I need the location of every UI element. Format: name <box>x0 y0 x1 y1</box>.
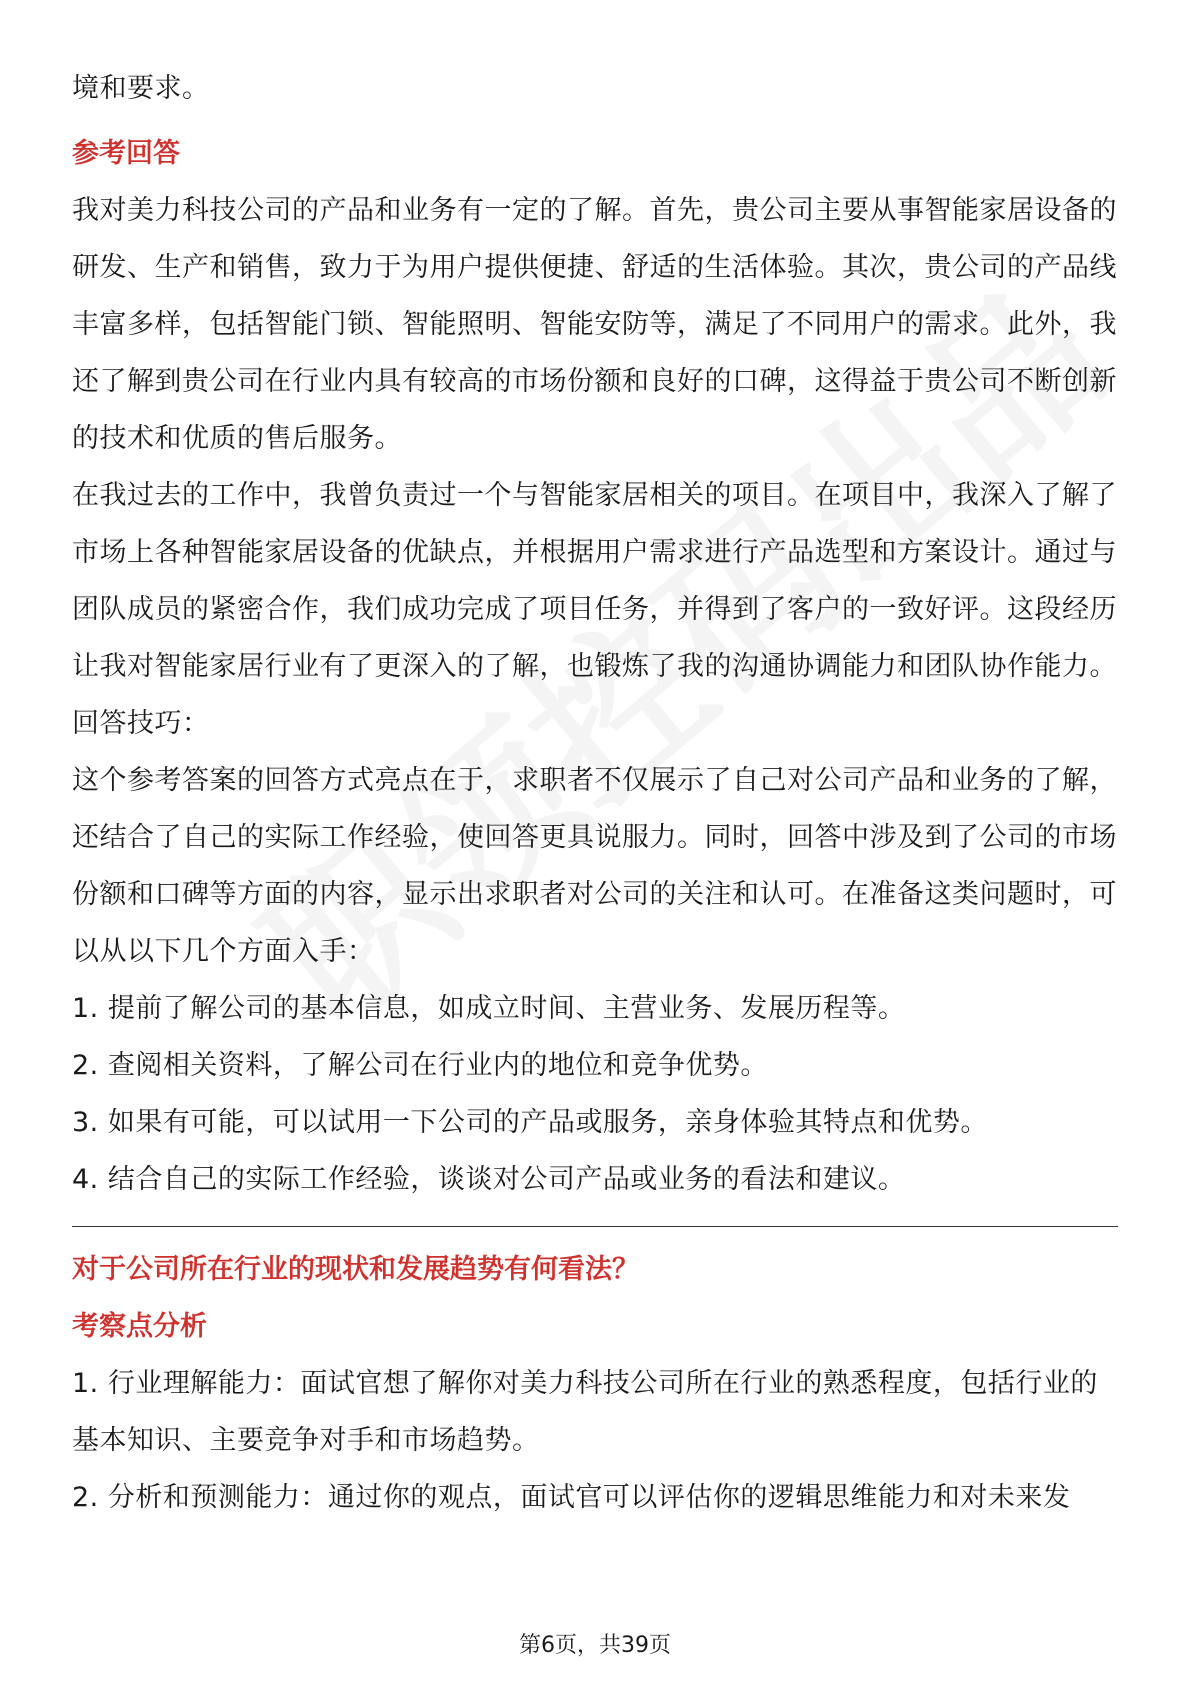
tips-label: 回答技巧： <box>72 708 210 739</box>
answer-heading: 参考回答 <box>72 138 180 169</box>
analysis-item: 1. 行业理解能力：面试官想了解你对美力科技公司所在行业的熟悉程度，包括行业的基本知识、主要竞争对手和市场趋势。 <box>72 1368 1098 1456</box>
tips-list-item: 3. 如果有可能，可以试用一下公司的产品或服务，亲身体验其特点和优势。 <box>72 1107 988 1138</box>
answer-paragraph-2: 在我过去的工作中，我曾负责过一个与智能家居相关的项目。在项目中，我深入了解了市场上各种智能家居设备的优缺点，并根据用户需求进行产品选型和方案设计。通过与团队成员的紧密合作，我们成功完成了项目任务，并得到了客户的一致好评。这段经历让我对智能家居行业有了更深入的了解，也锻炼了我的沟通协调能力和团队协作能力。 <box>72 480 1117 682</box>
tips-list-item: 4. 结合自己的实际工作经验，谈谈对公司产品或业务的看法和建议。 <box>72 1164 906 1195</box>
tips-paragraph: 这个参考答案的回答方式亮点在于，求职者不仅展示了自己对公司产品和业务的了解，还结合了自己的实际工作经验，使回答更具说服力。同时，回答中涉及到了公司的市场份额和口碑等方面的内容，显示出求职者对公司的关注和认可。在准备这类问题时，可以从以下几个方面入手： <box>72 765 1117 967</box>
question-heading: 对于公司所在行业的现状和发展趋势有何看法？ <box>72 1254 639 1285</box>
page-footer: 第6页，共39页 <box>519 1633 671 1658</box>
answer-paragraph-1: 我对美力科技公司的产品和业务有一定的了解。首先，贵公司主要从事智能家居设备的研发、生产和销售，致力于为用户提供便捷、舒适的生活体验。其次，贵公司的产品线丰富多样，包括智能门锁、智能照明、智能安防等，满足了不同用户的需求。此外，我还了解到贵公司在行业内具有较高的市场份额和良好的口碑，这得益于贵公司不断创新的技术和优质的售后服务。 <box>72 195 1117 454</box>
analysis-heading: 考察点分析 <box>72 1311 207 1342</box>
document-page <box>72 60 1118 1526</box>
tips-list-item: 2. 查阅相关资料，了解公司在行业内的地位和竞争优势。 <box>72 1050 768 1081</box>
continuation-text: 境和要求。 <box>72 73 210 104</box>
tips-list-item: 1. 提前了解公司的基本信息，如成立时间、主营业务、发展历程等。 <box>72 993 906 1024</box>
section-divider <box>72 1226 1118 1227</box>
analysis-item: 2. 分析和预测能力：通过你的观点，面试官可以评估你的逻辑思维能力和对未来发 <box>72 1482 1071 1513</box>
